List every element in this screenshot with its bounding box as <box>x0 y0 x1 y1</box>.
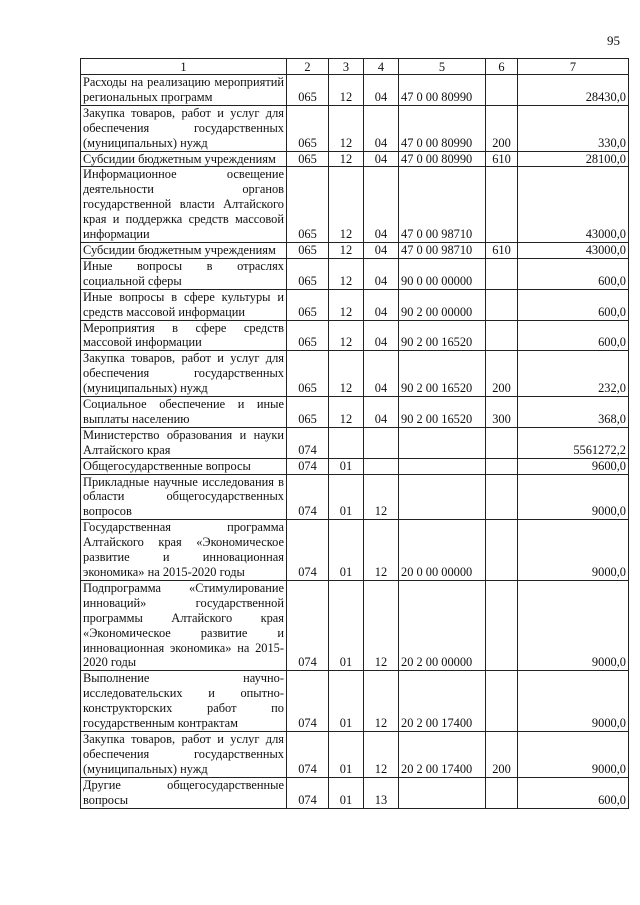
amount: 600,0 <box>518 777 629 808</box>
target-code: 90 0 00 00000 <box>399 258 486 289</box>
item-name: Другие общегосударственные вопросы <box>81 777 287 808</box>
table-row <box>81 397 629 428</box>
column-header-3: 3 <box>329 59 364 75</box>
item-name: Министерство образования и науки Алтайского края <box>81 427 287 458</box>
item-name: Закупка товаров, работ и услуг для обеспечения государственных (муниципальных) нужд <box>81 351 287 397</box>
subsection-code: 04 <box>364 242 399 258</box>
item-name: Иные вопросы в сфере культуры и средств массовой информации <box>81 289 287 320</box>
expense-type-code: 200 <box>486 351 518 397</box>
item-name: Закупка товаров, работ и услуг для обеспечения государственных (муниципальных) нужд <box>81 105 287 151</box>
target-code: 90 2 00 00000 <box>399 289 486 320</box>
table-row <box>81 75 629 106</box>
section-code: 01 <box>329 731 364 777</box>
section-code: 12 <box>329 167 364 243</box>
expense-type-code: 610 <box>486 151 518 167</box>
section-code: 01 <box>329 458 364 474</box>
section-code: 12 <box>329 151 364 167</box>
expense-type-code <box>486 520 518 581</box>
target-code: 90 2 00 16520 <box>399 320 486 351</box>
expense-type-code <box>486 474 518 520</box>
section-code: 12 <box>329 242 364 258</box>
subsection-code: 04 <box>364 258 399 289</box>
section-code: 01 <box>329 671 364 732</box>
section-code: 12 <box>329 75 364 106</box>
ministry-code: 074 <box>287 777 329 808</box>
subsection-code: 12 <box>364 580 399 670</box>
item-name: Субсидии бюджетным учреждениям <box>81 242 287 258</box>
table-row <box>81 580 629 670</box>
ministry-code: 065 <box>287 289 329 320</box>
header-row <box>81 59 629 75</box>
target-code: 47 0 00 80990 <box>399 105 486 151</box>
expense-type-code: 200 <box>486 731 518 777</box>
subsection-code <box>364 427 399 458</box>
amount: 232,0 <box>518 351 629 397</box>
amount: 600,0 <box>518 258 629 289</box>
column-header-1: 1 <box>81 59 287 75</box>
budget-table <box>80 58 629 809</box>
target-code <box>399 458 486 474</box>
amount: 600,0 <box>518 320 629 351</box>
expense-type-code: 610 <box>486 242 518 258</box>
amount: 43000,0 <box>518 242 629 258</box>
expense-type-code <box>486 458 518 474</box>
target-code: 20 2 00 17400 <box>399 671 486 732</box>
table-row <box>81 351 629 397</box>
target-code <box>399 427 486 458</box>
subsection-code: 04 <box>364 105 399 151</box>
section-code: 12 <box>329 258 364 289</box>
subsection-code: 12 <box>364 520 399 581</box>
column-header-4: 4 <box>364 59 399 75</box>
table-row <box>81 258 629 289</box>
target-code: 20 2 00 00000 <box>399 580 486 670</box>
amount: 9600,0 <box>518 458 629 474</box>
table-row <box>81 458 629 474</box>
section-code: 12 <box>329 320 364 351</box>
column-header-2: 2 <box>287 59 329 75</box>
item-name: Социальное обеспечение и иные выплаты населению <box>81 397 287 428</box>
amount: 600,0 <box>518 289 629 320</box>
table-row <box>81 777 629 808</box>
target-code: 90 2 00 16520 <box>399 351 486 397</box>
ministry-code: 065 <box>287 320 329 351</box>
item-name: Мероприятия в сфере средств массовой информации <box>81 320 287 351</box>
table-row <box>81 671 629 732</box>
ministry-code: 065 <box>287 105 329 151</box>
subsection-code: 04 <box>364 151 399 167</box>
expense-type-code <box>486 167 518 243</box>
target-code: 47 0 00 98710 <box>399 167 486 243</box>
amount: 330,0 <box>518 105 629 151</box>
expense-type-code <box>486 258 518 289</box>
page-number: 95 <box>607 33 620 48</box>
section-code <box>329 427 364 458</box>
subsection-code: 04 <box>364 320 399 351</box>
amount: 9000,0 <box>518 580 629 670</box>
item-name: Расходы на реализацию мероприятий региональных программ <box>81 75 287 106</box>
ministry-code: 065 <box>287 75 329 106</box>
ministry-code: 065 <box>287 397 329 428</box>
ministry-code: 065 <box>287 258 329 289</box>
ministry-code: 065 <box>287 167 329 243</box>
ministry-code: 065 <box>287 151 329 167</box>
item-name: Общегосударственные вопросы <box>81 458 287 474</box>
table-row <box>81 242 629 258</box>
ministry-code: 074 <box>287 458 329 474</box>
section-code: 01 <box>329 474 364 520</box>
table-body <box>81 75 629 809</box>
table-header <box>81 59 629 75</box>
table-row <box>81 427 629 458</box>
target-code <box>399 777 486 808</box>
amount: 43000,0 <box>518 167 629 243</box>
amount: 28430,0 <box>518 75 629 106</box>
amount: 5561272,2 <box>518 427 629 458</box>
subsection-code: 04 <box>364 397 399 428</box>
table-row <box>81 474 629 520</box>
table-row <box>81 289 629 320</box>
item-name: Подпрограмма «Стимулирование инноваций» государственной программы Алтайского края «Экономическое развитие и инновационная экономика» на 2015-2020 годы <box>81 580 287 670</box>
item-name: Субсидии бюджетным учреждениям <box>81 151 287 167</box>
subsection-code: 12 <box>364 474 399 520</box>
expense-type-code: 200 <box>486 105 518 151</box>
target-code: 47 0 00 98710 <box>399 242 486 258</box>
subsection-code: 04 <box>364 75 399 106</box>
expense-type-code <box>486 777 518 808</box>
expense-type-code <box>486 320 518 351</box>
target-code <box>399 474 486 520</box>
target-code: 20 0 00 00000 <box>399 520 486 581</box>
amount: 368,0 <box>518 397 629 428</box>
ministry-code: 074 <box>287 474 329 520</box>
expense-type-code <box>486 427 518 458</box>
subsection-code <box>364 458 399 474</box>
table-row <box>81 167 629 243</box>
subsection-code: 13 <box>364 777 399 808</box>
amount: 9000,0 <box>518 731 629 777</box>
item-name: Выполнение научно-исследовательских и опытно-конструкторских работ по государственным контрактам <box>81 671 287 732</box>
expense-type-code <box>486 580 518 670</box>
expense-type-code <box>486 289 518 320</box>
ministry-code: 065 <box>287 351 329 397</box>
subsection-code: 12 <box>364 731 399 777</box>
expense-type-code <box>486 75 518 106</box>
table-row <box>81 151 629 167</box>
section-code: 01 <box>329 777 364 808</box>
table-row <box>81 731 629 777</box>
amount: 28100,0 <box>518 151 629 167</box>
section-code: 12 <box>329 105 364 151</box>
subsection-code: 04 <box>364 351 399 397</box>
target-code: 47 0 00 80990 <box>399 75 486 106</box>
target-code: 47 0 00 80990 <box>399 151 486 167</box>
amount: 9000,0 <box>518 520 629 581</box>
ministry-code: 074 <box>287 731 329 777</box>
expense-type-code: 300 <box>486 397 518 428</box>
target-code: 90 2 00 16520 <box>399 397 486 428</box>
amount: 9000,0 <box>518 671 629 732</box>
column-header-6: 6 <box>486 59 518 75</box>
item-name: Прикладные научные исследования в области общегосударственных вопросов <box>81 474 287 520</box>
item-name: Закупка товаров, работ и услуг для обеспечения государственных (муниципальных) нужд <box>81 731 287 777</box>
column-header-7: 7 <box>518 59 629 75</box>
subsection-code: 04 <box>364 289 399 320</box>
ministry-code: 074 <box>287 520 329 581</box>
subsection-code: 04 <box>364 167 399 243</box>
section-code: 12 <box>329 397 364 428</box>
table-row <box>81 105 629 151</box>
section-code: 01 <box>329 580 364 670</box>
column-header-5: 5 <box>399 59 486 75</box>
item-name: Иные вопросы в отраслях социальной сферы <box>81 258 287 289</box>
section-code: 01 <box>329 520 364 581</box>
ministry-code: 065 <box>287 242 329 258</box>
table-row <box>81 320 629 351</box>
table-row <box>81 520 629 581</box>
ministry-code: 074 <box>287 671 329 732</box>
target-code: 20 2 00 17400 <box>399 731 486 777</box>
ministry-code: 074 <box>287 427 329 458</box>
section-code: 12 <box>329 289 364 320</box>
item-name: Государственная программа Алтайского края «Экономическое развитие и инновационная экономика» на 2015-2020 годы <box>81 520 287 581</box>
section-code: 12 <box>329 351 364 397</box>
ministry-code: 074 <box>287 580 329 670</box>
item-name: Информационное освещение деятельности органов государственной власти Алтайского края и поддержка средств массовой информации <box>81 167 287 243</box>
subsection-code: 12 <box>364 671 399 732</box>
expense-type-code <box>486 671 518 732</box>
amount: 9000,0 <box>518 474 629 520</box>
